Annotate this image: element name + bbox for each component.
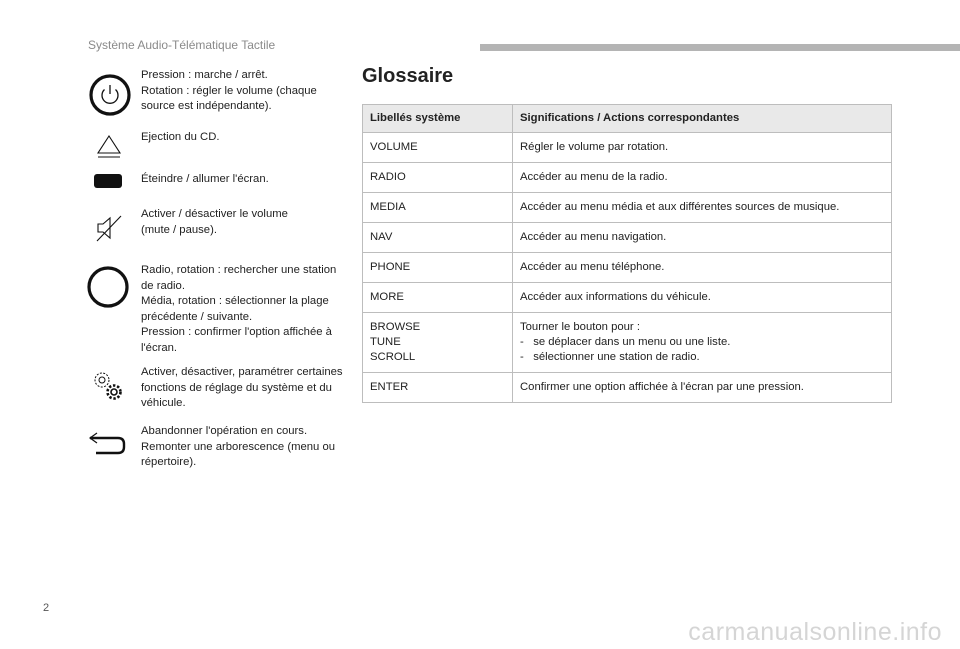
watermark: carmanualsonline.info xyxy=(688,618,942,646)
power-knob-icon xyxy=(88,73,132,117)
glossary-meaning-item-text: sélectionner une station de radio. xyxy=(533,351,700,363)
control-desc: Abandonner l'opération en cours. Remonter une arborescence (menu ou répertoire). xyxy=(141,425,336,468)
glossary-meaning-item-text: se déplacer dans un menu ou une liste. xyxy=(533,336,731,348)
screen-off-icon xyxy=(93,173,123,189)
glossary-meaning: Régler le volume par rotation. xyxy=(513,133,892,163)
glossary-meaning: Confirmer une option affichée à l'écran par une pression. xyxy=(513,373,892,403)
glossary-meaning-item: - sélectionner une station de radio. xyxy=(520,351,700,363)
glossary-header-meaning: Significations / Actions correspondantes xyxy=(513,105,892,133)
table-row xyxy=(363,373,892,403)
select-knob-icon xyxy=(86,265,130,309)
control-desc: Activer / désactiver le volume (mute / pause). xyxy=(141,208,288,236)
glossary-meaning xyxy=(513,313,892,373)
glossary-label: MORE xyxy=(363,283,513,313)
eject-icon xyxy=(95,134,123,160)
header-bar xyxy=(480,44,960,51)
glossary-header-label: Libellés système xyxy=(363,105,513,133)
glossary-meaning: Accéder aux informations du véhicule. xyxy=(513,283,892,313)
glossary-header-row xyxy=(363,105,892,133)
glossary-label: MEDIA xyxy=(363,193,513,223)
table-row xyxy=(363,223,892,253)
glossary-meaning: Accéder au menu navigation. xyxy=(513,223,892,253)
glossary-label: RADIO xyxy=(363,163,513,193)
glossary-meaning: Accéder au menu de la radio. xyxy=(513,163,892,193)
table-row xyxy=(363,283,892,313)
glossary-label: ENTER xyxy=(363,373,513,403)
table-row xyxy=(363,253,892,283)
glossary-meaning: Accéder au menu média et aux différentes sources de musique. xyxy=(513,193,892,223)
glossary-meaning: Accéder au menu téléphone. xyxy=(513,253,892,283)
settings-gears-icon xyxy=(90,368,126,404)
header-title: Système Audio-Télématique Tactile xyxy=(88,38,276,52)
glossary-table xyxy=(362,104,892,403)
control-desc: Activer, désactiver, paramétrer certaines fonctions de réglage du système et du véhicule. xyxy=(141,366,343,409)
table-row xyxy=(363,313,892,373)
table-row xyxy=(363,193,892,223)
mute-icon xyxy=(94,213,124,243)
table-row xyxy=(363,163,892,193)
glossary-label: VOLUME xyxy=(363,133,513,163)
glossary-meaning-item: - se déplacer dans un menu ou une liste. xyxy=(520,336,731,348)
control-desc: Éteindre / allumer l'écran. xyxy=(141,173,269,185)
control-desc: Ejection du CD. xyxy=(141,131,220,143)
control-desc: Pression : marche / arrêt. Rotation : régler le volume (chaque source est indépendante). xyxy=(141,69,317,112)
glossary-label: PHONE xyxy=(363,253,513,283)
glossary-meaning-intro: Tourner le bouton pour : xyxy=(520,321,640,333)
back-arrow-icon xyxy=(88,429,128,457)
table-row xyxy=(363,133,892,163)
glossary-label: BROWSE TUNE SCROLL xyxy=(363,313,513,373)
page-number: 2 xyxy=(43,602,50,614)
control-desc: Radio, rotation : rechercher une station de radio. Média, rotation : sélectionner la plage précédente / suivante. Pression : confirmer l'option affichée à l'écran. xyxy=(141,264,337,354)
glossary-label: NAV xyxy=(363,223,513,253)
glossary-title: Glossaire xyxy=(362,65,454,87)
